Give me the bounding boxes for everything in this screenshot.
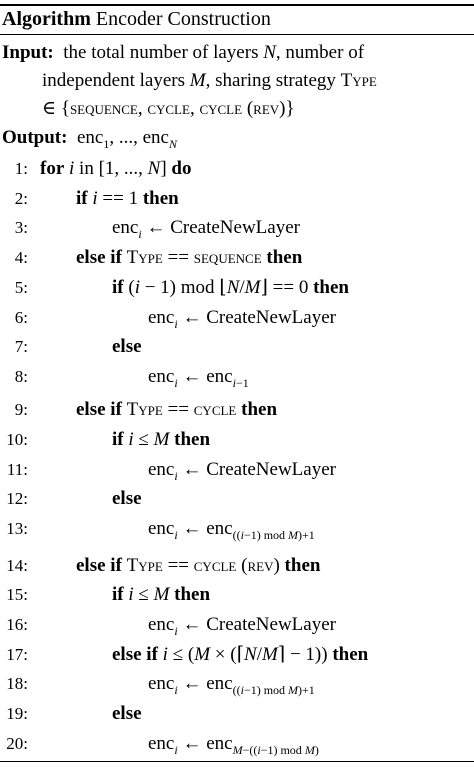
line-7-text: else [112, 336, 142, 357]
line-number: 9: [14, 400, 28, 419]
line-number: 15: [6, 585, 28, 604]
line-number: 11: [6, 460, 28, 479]
line-5-text: if (i − 1) mod ⌊N/M⌋ == 0 then [112, 277, 349, 298]
line-11-text: enc$_i$ ← CreateNewLayer [148, 459, 336, 483]
line-17-text: else if i ≤ (M × (⌈N/M⌉ − 1)) then [112, 644, 369, 665]
line-number: 4: [14, 248, 28, 267]
input-label: Input: [2, 42, 54, 63]
line-number: 12: [6, 489, 28, 508]
line-6-text: enc$_i$ ← CreateNewLayer [148, 307, 336, 331]
line-15-text: if i ≤ M then [112, 584, 211, 605]
output-line: Output: enc$_1$, ..., enc$_N$ [2, 127, 177, 151]
line-number: 18: [6, 674, 28, 693]
line-20-text: enc$_i$ ← enc$_{M-((i-1) mod M)}$ [148, 733, 319, 757]
line-19-text: else [112, 703, 142, 724]
line-13-text: enc$_i$ ← enc$_{((i-1) mod M)+1}$ [148, 518, 315, 542]
algorithm-name: Encoder Construction [95, 8, 271, 30]
line-number: 6: [14, 308, 28, 327]
line-8-text: enc$_i$ ← enc$_{i-1}$ [148, 366, 249, 390]
line-10-text: if i ≤ M then [112, 429, 211, 450]
line-14-text: else if Type == cycle (rev) then [76, 555, 321, 576]
input-line-3: ∈ {sequence, cycle, cycle (rev)} [42, 98, 295, 119]
line-number: 13: [6, 519, 28, 538]
input-line-1 [2, 42, 364, 64]
line-number: 17: [6, 645, 28, 664]
algorithm-title [2, 8, 271, 30]
line-number: 14: [6, 556, 28, 575]
line-2-text: if i == 1 then [76, 188, 179, 209]
line-number: 8: [14, 367, 28, 386]
line-4-text: else if Type == sequence then [76, 247, 303, 268]
header-rule [0, 34, 474, 35]
top-rule [0, 4, 474, 6]
line-number: 2: [14, 189, 28, 208]
line-number: 7: [14, 337, 28, 356]
bottom-rule [0, 761, 474, 762]
input-text-1: the total number of layers N, number of [58, 42, 365, 63]
line-18-text: enc$_i$ ← enc$_{((i-1) mod M)+1}$ [148, 673, 315, 697]
output-label: Output: [2, 127, 68, 148]
algorithm-label: Algorithm [2, 8, 91, 30]
input-line-2: independent layers M, sharing strategy Type [42, 70, 377, 91]
line-number: 1: [14, 159, 28, 178]
line-3-text: enc$_i$ ← CreateNewLayer [112, 217, 300, 241]
line-number: 3: [14, 218, 28, 237]
line-9-text: else if Type == cycle then [76, 399, 278, 420]
line-number: 20: [6, 734, 28, 753]
line-number: 16: [6, 615, 28, 634]
line-12-text: else [112, 488, 142, 509]
line-number: 19: [6, 704, 28, 723]
line-1-text: for i in [1, ..., N] do [40, 158, 192, 179]
line-number: 10: [6, 430, 28, 449]
line-16-text: enc$_i$ ← CreateNewLayer [148, 614, 336, 638]
line-number: 5: [14, 278, 28, 297]
